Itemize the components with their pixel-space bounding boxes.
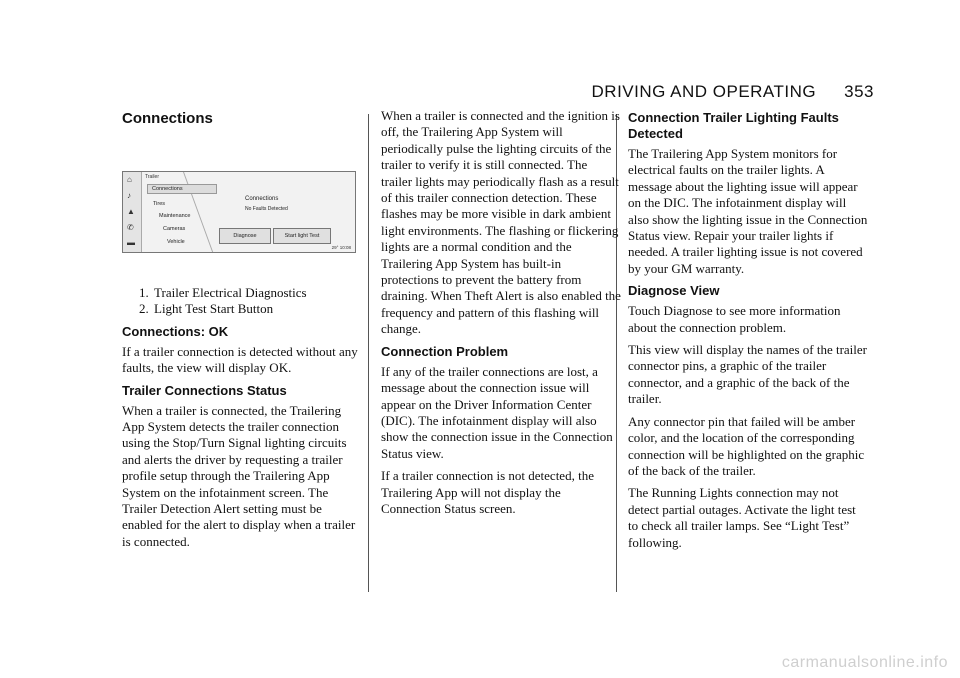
paragraph: When a trailer is connected, the Trailering App System detects the trailer connection using the Stop/Turn Signal lighting circuits and alerts the driver by requesting a trailer profile setup through the Trailering App System on the infotainment screen. The Trailer Detection Alert setting must be enabled for the alert to display when a trailer is connected. (122, 402, 356, 549)
column-divider (368, 114, 369, 592)
car-icon: ▬ (127, 238, 135, 247)
watermark: carmanualsonline.info (781, 654, 948, 671)
panel-status: No Faults Detected (245, 206, 288, 212)
paragraph: When a trailer is connected and the ignition is off, the Trailering App System will periodically pulse the lighting circuits of the trailer to verify it is still connected. The trailer lights may periodically flash as a result of this trailer connection detection. These flashes may be more visible in dark ambient light environments. The flashing or flickering lights are a normal condition and the Trailering App System has built-in protections to prevent the battery from draining. When Theft Alert is also enabled the frequency and pattern of this flashing will change. (381, 108, 621, 337)
paragraph: If any of the trailer connections are lost, a message about the connection issue will appear on the Driver Information Center (DIC). The infotainment display will also show the connection issue in the Connection Status view. (381, 363, 613, 461)
menu-item-vehicle: Vehicle (167, 239, 185, 245)
page-header (592, 82, 874, 102)
list-item: 2. Light Test Start Button (152, 301, 362, 317)
paragraph: Touch Diagnose to see more information about the connection problem. (628, 303, 841, 335)
infotainment-screenshot (122, 171, 356, 253)
light-test-button: Start light Test (273, 228, 331, 244)
navigation-icon: ▲ (127, 207, 135, 216)
column-1 (122, 108, 362, 556)
panel-title: Connections (245, 196, 279, 202)
paragraph: This view will display the names of the trailer connector pins, a graphic of the trailer connector, and a graphic of the back of the trailer. (628, 342, 867, 407)
paragraph: The Trailering App System monitors for electrical faults on the trailer lights. A message about the lighting issue will appear on the DIC. The infotainment display will also show the lighting issue in the Connection Status view. Repair your trailer lights if needed. A trailer lighting issue is not covered by your GM warranty. (628, 146, 868, 276)
column-3 (628, 108, 868, 557)
menu-item-cameras: Cameras (163, 226, 186, 232)
subheading: Connections: OK (122, 323, 229, 339)
section-heading: Connections (122, 110, 213, 127)
paragraph: Any connector pin that failed will be amber color, and the location of the corresponding connection will be highlighted on the graphic of the back of the trailer. (628, 413, 865, 478)
paragraph: The Running Lights connection may not detect partial outages. Activate the light test to check all trailer lamps. See “Light Test” following. (628, 485, 856, 550)
app-icon-rail (123, 172, 142, 252)
column-2 (381, 108, 621, 523)
menu-item-maintenance: Maintenance (159, 213, 191, 219)
menu-item-tires: Tires (153, 201, 166, 207)
diagnose-button: Diagnose (219, 228, 271, 244)
subheading: Connection Problem (381, 343, 509, 359)
paragraph: If a trailer connection is not detected, the Trailering App will not display the Connection Status screen. (381, 468, 594, 516)
list-item: 1. Trailer Electrical Diagnostics (152, 285, 362, 301)
menu-item-connections: Connections (147, 184, 217, 194)
paragraph: If a trailer connection is detected without any faults, the view will display OK. (122, 343, 358, 376)
callout-list (122, 285, 362, 318)
status-time: 29° 10:08 (331, 245, 351, 250)
phone-icon: ✆ (127, 223, 134, 232)
breadcrumb: Trailer (145, 174, 159, 180)
subheading: Connection Trailer Lighting Faults Detected (628, 110, 839, 141)
subheading: Diagnose View (628, 283, 720, 299)
subheading: Trailer Connections Status (122, 382, 287, 398)
section-title: DRIVING AND OPERATING (591, 82, 817, 101)
home-icon: ⌂ (127, 175, 132, 184)
music-icon: ♪ (127, 191, 131, 200)
page-number: 353 (844, 82, 874, 101)
